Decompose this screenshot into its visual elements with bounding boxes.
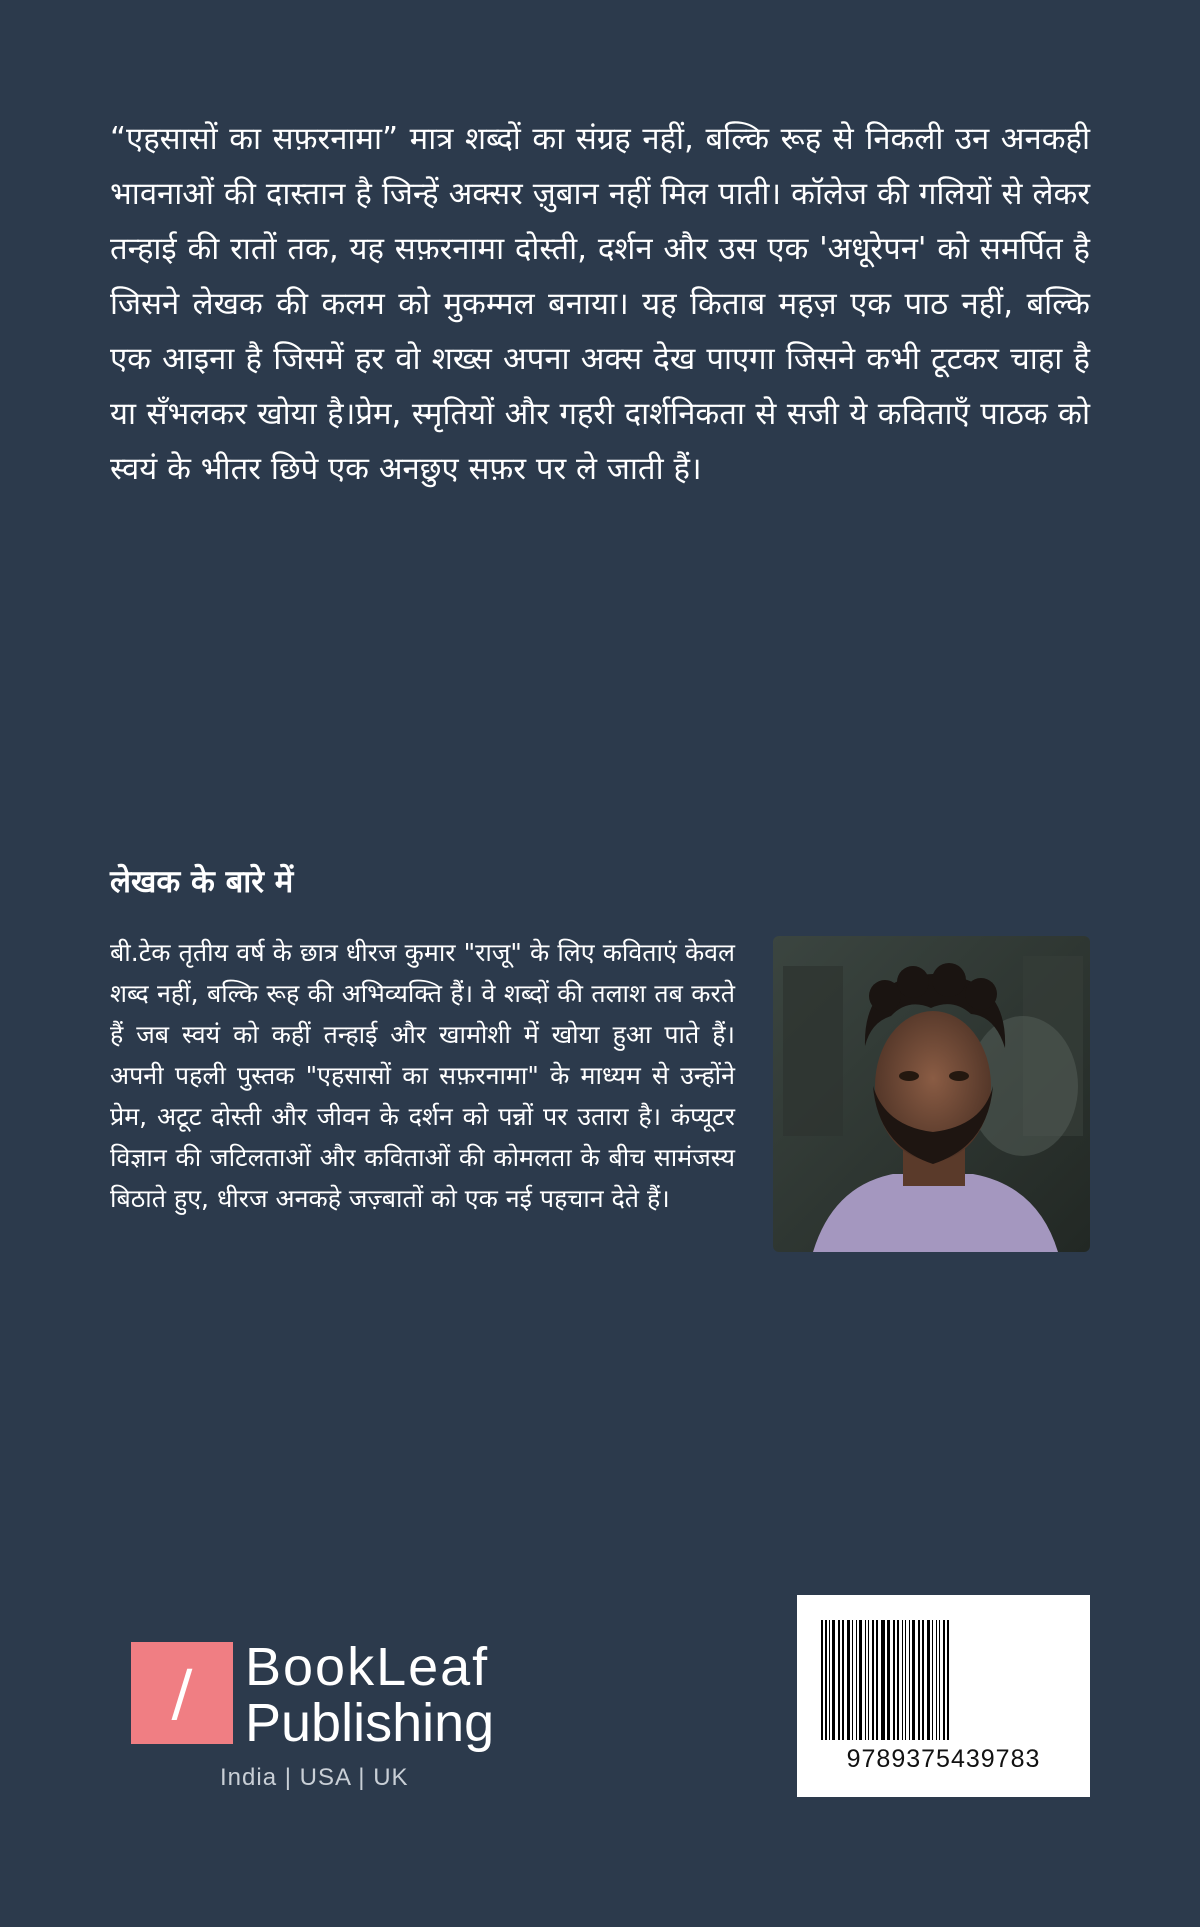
barcode-bar bbox=[905, 1620, 906, 1740]
isbn-number: 9789375439783 bbox=[846, 1745, 1041, 1773]
barcode-bar bbox=[927, 1620, 930, 1740]
barcode-bar bbox=[832, 1620, 835, 1740]
logo-slash: / bbox=[171, 1656, 193, 1729]
barcode-bar bbox=[893, 1620, 895, 1740]
barcode-bar bbox=[897, 1620, 899, 1740]
barcode-bar bbox=[821, 1620, 823, 1740]
barcode-bar bbox=[922, 1620, 924, 1740]
barcode-bar bbox=[852, 1620, 853, 1740]
barcode-bar bbox=[829, 1620, 830, 1740]
back-cover-blurb: “एहसासों का सफ़रनामा” मात्र शब्दों का संग्रह नहीं, बल्कि रूह से निकली उन अनकही भावनाओं की दास्तान है जिन्हें अक्सर ज़ुबान नहीं मिल पाती। कॉलेज की गलियों से लेकर तन्हाई की रातों तक, यह सफ़रनामा दोस्ती, दर्शन और उस एक 'अधूरेपन' को समर्पित है जिसने लेखक की कलम को मुकम्मल बनाया। यह किताब महज़ एक पाठ नहीं, बल्कि एक आइना है जिसमें हर वो शख्स अपना अक्स देख पाएगा जिसने कभी टूटकर चाहा है या सँभलकर खोया है।प्रेम, स्मृतियों और गहरी दार्शनिकता से सजी ये कविताएँ पाठक को स्वयं के भीतर छिपे एक अनछुए सफ़र पर ले जाती हैं। bbox=[110, 121, 1090, 487]
publisher-regions: India | USA | UK bbox=[220, 1764, 409, 1791]
barcode-bar bbox=[838, 1620, 840, 1740]
barcode-bar bbox=[918, 1620, 920, 1740]
author-photo bbox=[773, 936, 1090, 1252]
barcode-bar bbox=[876, 1620, 878, 1740]
isbn-barcode bbox=[797, 1595, 1090, 1797]
barcode-bar bbox=[868, 1620, 869, 1740]
barcode-bar bbox=[856, 1620, 857, 1740]
barcode-bar bbox=[947, 1620, 949, 1740]
publisher-name-line2: Publishing bbox=[245, 1693, 495, 1753]
barcode-bar bbox=[825, 1620, 827, 1740]
barcode-bar bbox=[872, 1620, 874, 1740]
barcode-bar bbox=[943, 1620, 945, 1740]
barcode-bar bbox=[936, 1620, 937, 1740]
barcode-bar bbox=[842, 1620, 844, 1740]
barcode-bars bbox=[821, 1620, 1066, 1740]
barcode-bar bbox=[932, 1620, 933, 1740]
barcode-bar bbox=[887, 1620, 890, 1740]
barcode-bar bbox=[865, 1620, 866, 1740]
about-author-heading: लेखक के बारे में bbox=[110, 864, 294, 900]
barcode-bar bbox=[939, 1620, 940, 1740]
publisher-name-line1: BookLeaf bbox=[245, 1637, 490, 1697]
barcode-bar bbox=[909, 1620, 910, 1740]
barcode-bar bbox=[859, 1620, 862, 1740]
about-author-text: बी.टेक तृतीय वर्ष के छात्र धीरज कुमार "राजू" के लिए कविताएं केवल शब्द नहीं, बल्कि रूह की अभिव्यक्ति हैं। वे शब्दों की तलाश तब करते हैं जब स्वयं को कहीं तन्हाई और खामोशी में खोया हुआ पाते हैं। अपनी पहली पुस्तक "एहसासों का सफ़रनामा" के माध्यम से उन्होंने प्रेम, अटूट दोस्ती और जीवन के दर्शन को पन्नों पर उतारा है। कंप्यूटर विज्ञान की जटिलताओं और कविताओं की कोमलता के बीच सामंजस्य बिठाते हुए, धीरज अनकहे जज़्बातों को एक नई पहचान देते हैं। bbox=[110, 938, 735, 1213]
logo-mark bbox=[131, 1642, 233, 1744]
barcode-bar bbox=[912, 1620, 915, 1740]
barcode-bar bbox=[847, 1620, 850, 1740]
barcode-bar bbox=[881, 1620, 885, 1740]
barcode-bar bbox=[902, 1620, 903, 1740]
